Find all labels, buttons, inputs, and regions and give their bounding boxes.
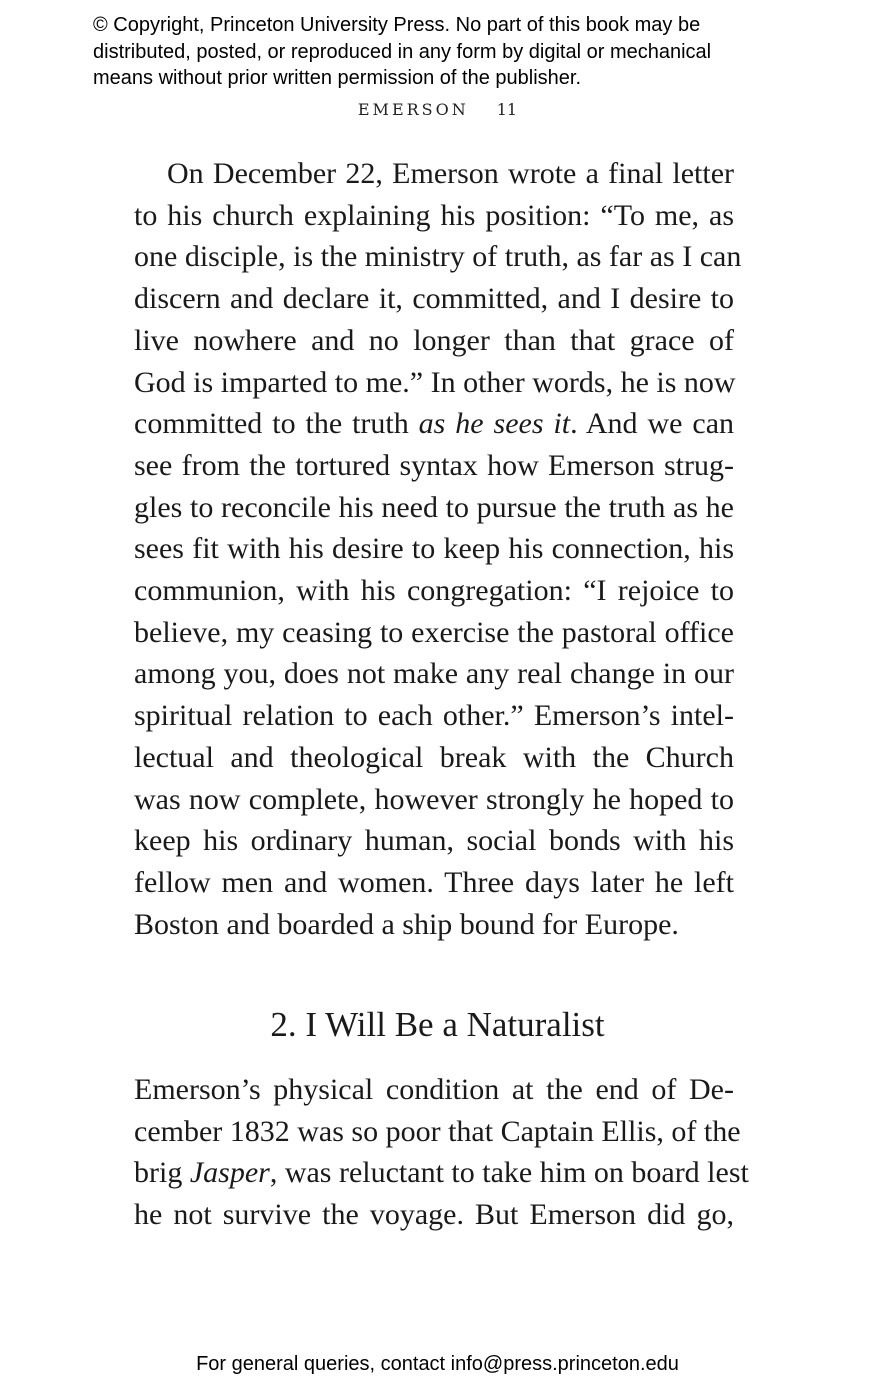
copyright-line: © Copyright, Princeton University Press. No part of this book may be bbox=[93, 14, 701, 36]
text-line: gles to reconcile his need to pursue the truth as he bbox=[134, 490, 734, 524]
text-line: sees fit with his desire to keep his connection, his bbox=[134, 532, 734, 566]
page-number: 11 bbox=[496, 100, 518, 119]
text-line: lectual and theological break with the Church bbox=[134, 740, 734, 774]
paragraph bbox=[134, 1069, 749, 1236]
text-line: God is imparted to me.” In other words, he is now bbox=[134, 365, 736, 399]
italic-ship-name: Jasper bbox=[189, 1156, 270, 1190]
text-run: committed to the truth bbox=[134, 407, 419, 441]
section-heading: 2. I Will Be a Naturalist bbox=[270, 1005, 605, 1044]
copyright-line: distributed, posted, or reproduced in any form by digital or mechanical bbox=[93, 40, 712, 63]
text-line: to his church explaining his position: “To me, as bbox=[134, 198, 734, 232]
text-line: believe, my ceasing to exercise the pastoral office bbox=[134, 615, 734, 649]
text-line: Boston and boarded a ship bound for Europe. bbox=[134, 907, 679, 941]
text-run: , was reluctant to take him on board lest bbox=[269, 1156, 749, 1190]
text-line: cember 1832 was so poor that Captain Ellis, of the bbox=[134, 1114, 741, 1148]
running-head bbox=[0, 100, 875, 119]
text-line: was now complete, however strongly he hoped to bbox=[134, 782, 734, 816]
text-line: communion, with his congregation: “I rejoice to bbox=[134, 574, 734, 608]
text-line: discern and declare it, committed, and I desire to bbox=[134, 282, 734, 316]
text-run: brig bbox=[134, 1156, 190, 1190]
italic-phrase: as he sees it bbox=[418, 407, 571, 441]
text-line: see from the tortured syntax how Emerson strug- bbox=[134, 448, 734, 482]
text-line: he not survive the voyage. But Emerson did go, bbox=[134, 1198, 734, 1232]
text-run: . And we can bbox=[570, 407, 735, 441]
text-line: Emerson’s physical condition at the end of De- bbox=[134, 1073, 734, 1106]
text-line: keep his ordinary human, social bonds with his bbox=[134, 824, 734, 858]
text-line: among you, does not make any real change in our bbox=[134, 657, 734, 691]
paragraph bbox=[134, 153, 742, 945]
copyright-line: means without prior written permission of the publisher. bbox=[93, 67, 582, 89]
text-line bbox=[134, 1152, 749, 1194]
text-line: On December 22, Emerson wrote a final letter bbox=[167, 157, 734, 190]
text-line: one disciple, is the ministry of truth, as far as I can bbox=[134, 240, 742, 274]
text-line bbox=[134, 403, 734, 445]
footer-contact: For general queries, contact info@press.princeton.edu bbox=[196, 1353, 679, 1375]
copyright-notice bbox=[93, 12, 813, 92]
text-line: spiritual relation to each other.” Emerson’s intel- bbox=[134, 699, 734, 733]
text-line: live nowhere and no longer than that grace of bbox=[134, 323, 734, 357]
running-head-title: EMERSON bbox=[357, 100, 469, 119]
text-line: fellow men and women. Three days later he left bbox=[134, 865, 734, 899]
